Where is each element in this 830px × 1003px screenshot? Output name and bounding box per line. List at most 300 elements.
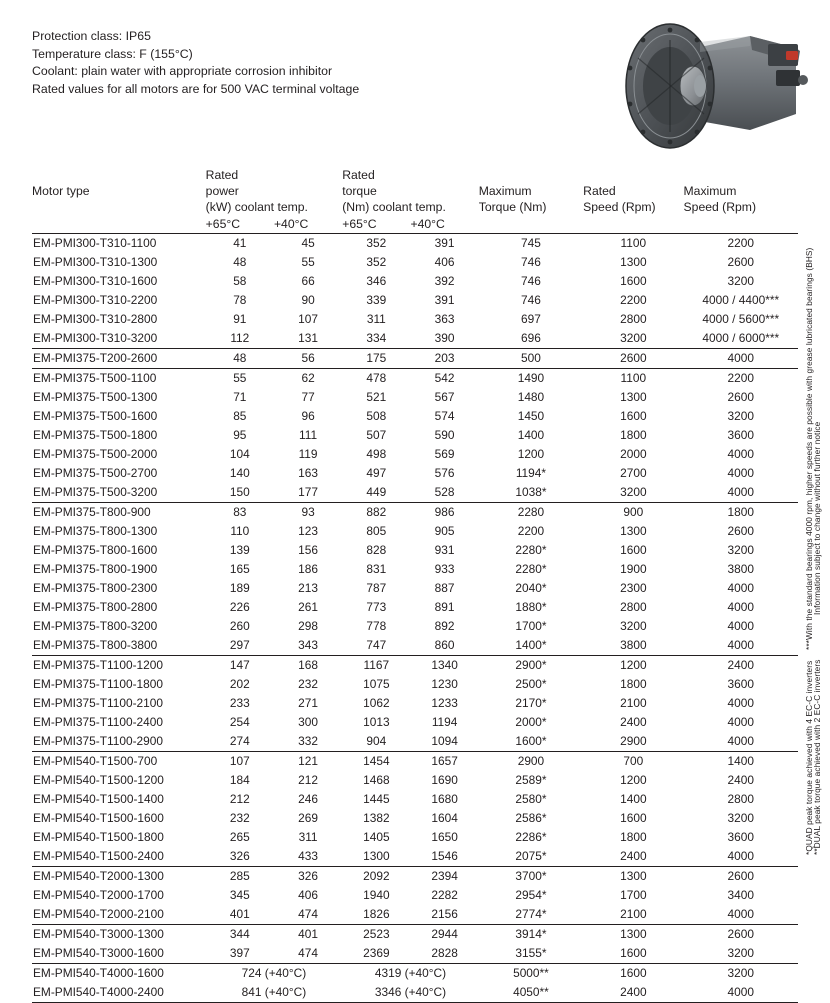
cell-rated-torque-65c: 2369: [363, 946, 390, 960]
cell-rated-power-40c: 111: [299, 428, 318, 442]
cell-motor-type: EM-PMI375-T500-3200: [33, 485, 158, 499]
cell-maximum-speed: 2600: [727, 255, 754, 269]
cell-rated-torque-40c: 892: [434, 619, 455, 633]
cell-rated-speed: 2100: [620, 907, 647, 921]
cell-rated-power-65c: 202: [229, 677, 250, 691]
table-row: [32, 964, 798, 984]
table-row: [32, 867, 798, 887]
cell-rated-power-65c: 78: [233, 293, 247, 307]
cell-rated-power-40c: 261: [298, 600, 318, 614]
cell-rated-power-40c: 156: [298, 543, 318, 557]
header-motor-type: Motor type: [32, 183, 90, 198]
cell-rated-power-65c: 345: [229, 888, 250, 902]
table-row: [32, 905, 798, 925]
cell-rated-torque-40c: 1230: [431, 677, 458, 691]
cell-rated-speed: 1600: [620, 409, 647, 423]
cell-rated-power-65c: 107: [206, 752, 274, 772]
cell-maximum-torque: 2589*: [515, 773, 547, 787]
cell-maximum-speed: 2400: [727, 773, 754, 787]
cell-rated-power-40c: 96: [301, 409, 315, 423]
cell-motor-type: EM-PMI375-T500-2700: [33, 466, 158, 480]
cell-rated-torque-65c: 508: [366, 409, 387, 423]
cell-rated-speed: 1300: [620, 524, 647, 538]
cell-rated-torque-65c: 1826: [363, 907, 390, 921]
cell-maximum-torque: 746: [521, 274, 541, 288]
cell-maximum-torque: 2280*: [515, 543, 547, 557]
cell-rated-speed: 1600: [620, 543, 647, 557]
cell-rated-torque-40c: 2282: [431, 888, 458, 902]
side-note-bearings: ***With the standard bearings 4000 rpm, higher speeds are possible with grease lubricated bearings (BHS): [804, 247, 814, 650]
table-row: [32, 464, 798, 483]
table-row: [32, 886, 798, 905]
cell-rated-power-40c: 298: [298, 619, 318, 633]
cell-rated-torque-40c: 392: [434, 274, 455, 288]
cell-maximum-torque: 3914*: [479, 925, 583, 945]
cell-rated-speed: 1300: [620, 390, 647, 404]
cell-maximum-torque: 4050**: [479, 983, 583, 1003]
cell-motor-type: EM-PMI375-T500-1600: [33, 409, 158, 423]
cell-motor-type: EM-PMI540-T1500-1400: [33, 792, 164, 806]
cell-rated-speed: 1600: [620, 811, 647, 825]
cell-motor-type: EM-PMI375-T200-2600: [32, 349, 206, 369]
cell-maximum-torque: 746: [521, 293, 541, 307]
table-row: [32, 925, 798, 945]
table-row: [32, 407, 798, 426]
cell-maximum-speed: 3200: [684, 964, 798, 984]
cell-rated-torque-40c: 860: [434, 638, 455, 652]
table-row: [32, 617, 798, 636]
cell-maximum-torque: 2200: [517, 524, 545, 538]
cell-rated-torque-65c: 311: [366, 312, 386, 326]
cell-maximum-speed: 3600: [727, 677, 754, 691]
cell-rated-torque-65c: 1382: [363, 811, 390, 825]
cell-rated-power-65c: 110: [230, 524, 250, 538]
cell-maximum-torque: 1450: [517, 409, 545, 423]
cell-rated-speed: 2800: [620, 600, 647, 614]
cell-rated-speed: 2700: [620, 466, 647, 480]
cell-rated-torque-40c: 528: [434, 485, 455, 499]
cell-motor-type: EM-PMI300-T310-2200: [33, 293, 158, 307]
cell-rated-torque-65c: 1075: [363, 677, 390, 691]
cell-maximum-torque: 2280*: [515, 562, 547, 576]
cell-rated-torque-65c: 175: [342, 349, 410, 369]
cell-motor-type: EM-PMI375-T800-1300: [33, 524, 158, 538]
cell-rated-speed: 700: [583, 752, 683, 772]
header-blank-4: [583, 217, 683, 234]
cell-rated-torque-40c: 1546: [431, 849, 458, 863]
table-row: [32, 944, 798, 964]
cell-rated-power-65c: 112: [230, 331, 250, 345]
intro-text-block: [32, 28, 359, 98]
table-row: [32, 522, 798, 541]
side-notes-block: [798, 215, 828, 855]
cell-rated-speed: 1100: [620, 236, 647, 250]
cell-maximum-torque: 2040*: [515, 581, 547, 595]
table-row: [32, 809, 798, 828]
cell-rated-power-65c: 326: [229, 849, 250, 863]
cell-maximum-torque: 1194*: [515, 466, 547, 480]
cell-motor-type: EM-PMI540-T4000-1600: [32, 964, 206, 984]
cell-rated-speed: 1200: [620, 773, 647, 787]
cell-rated-power-65c: 58: [233, 274, 247, 288]
cell-maximum-torque: 696: [521, 331, 541, 345]
cell-rated-torque-65c: 882: [342, 503, 410, 523]
cell-rated-power-40c: 332: [298, 734, 318, 748]
cell-rated-power-40c: 433: [298, 849, 318, 863]
cell-rated-speed: 2600: [583, 349, 683, 369]
table-row: [32, 656, 798, 676]
cell-motor-type: EM-PMI300-T310-3200: [33, 331, 158, 345]
header-rated-power-line1: Rated power: [205, 168, 239, 198]
cell-rated-power-40c: 121: [274, 752, 342, 772]
cell-maximum-torque: 745: [521, 236, 541, 250]
cell-rated-torque-40c: 1233: [431, 696, 458, 710]
cell-rated-torque-65c: 339: [366, 293, 387, 307]
cell-maximum-torque: 2900*: [479, 656, 583, 676]
cell-rated-torque-40c: 2394: [410, 867, 478, 887]
table-row: [32, 234, 798, 254]
cell-rated-speed: 3200: [620, 485, 647, 499]
header-torque-40c: +40°C: [410, 217, 478, 234]
cell-rated-torque-65c: 1167: [342, 656, 410, 676]
cell-rated-torque-65c: 352: [366, 255, 387, 269]
cell-maximum-speed: 2600: [727, 390, 754, 404]
header-rated-torque-line2: (Nm) coolant temp.: [342, 200, 446, 214]
header-row-units: [32, 200, 798, 217]
cell-rated-power-40c: 163: [298, 466, 318, 480]
cell-rated-speed: 2200: [620, 293, 647, 307]
header-row-temps: [32, 217, 798, 234]
intro-line-coolant: Coolant: plain water with appropriate corrosion inhibitor: [32, 64, 333, 78]
table-row: [32, 636, 798, 656]
cell-maximum-speed: 3200: [727, 409, 754, 423]
cell-rated-torque-40c: 574: [434, 409, 455, 423]
cell-maximum-torque: 1038*: [515, 485, 547, 499]
cell-rated-power-40c: 123: [298, 524, 318, 538]
cell-rated-power-65c: 91: [233, 312, 247, 326]
cell-maximum-torque: 2586*: [515, 811, 547, 825]
cell-maximum-torque: 2774*: [515, 907, 547, 921]
cell-rated-power-65c: 397: [229, 946, 250, 960]
header-rated-power-line2: (kW) coolant temp.: [205, 200, 308, 214]
header-rated-power-spacer: [274, 168, 342, 200]
cell-rated-power-40c: 326: [274, 867, 342, 887]
cell-rated-power-65c: 260: [229, 619, 250, 633]
cell-rated-torque-65c: 1405: [363, 830, 390, 844]
cell-rated-torque-40c: 1650: [431, 830, 458, 844]
table-row: [32, 483, 798, 503]
cell-motor-type: EM-PMI375-T800-1600: [33, 543, 158, 557]
cell-motor-type: EM-PMI300-T310-1600: [33, 274, 158, 288]
cell-rated-power-40c: 401: [274, 925, 342, 945]
cell-rated-power-40c: 186: [298, 562, 318, 576]
cell-rated-torque-65c: 778: [366, 619, 387, 633]
cell-rated-torque-65c: 904: [366, 734, 387, 748]
cell-rated-torque-65c: 787: [366, 581, 387, 595]
cell-maximum-speed: 2200: [684, 369, 798, 389]
header-row-titles: [32, 168, 798, 200]
cell-maximum-torque: 2280: [479, 503, 583, 523]
cell-motor-type: EM-PMI375-T1100-1200: [32, 656, 206, 676]
table-row: [32, 272, 798, 291]
cell-rated-power-65c: 297: [229, 638, 250, 652]
cell-motor-type: EM-PMI375-T800-3800: [33, 638, 158, 652]
cell-motor-type: EM-PMI300-T310-2800: [33, 312, 158, 326]
table-row: [32, 828, 798, 847]
cell-rated-power-65c: 184: [229, 773, 250, 787]
cell-rated-power-65c: 189: [229, 581, 250, 595]
cell-rated-speed: 2300: [620, 581, 647, 595]
cell-maximum-torque: 2000*: [515, 715, 547, 729]
side-note-information-subject: Information subject to change without further notice: [812, 421, 822, 615]
cell-maximum-torque: 1600*: [515, 734, 547, 748]
cell-rated-torque-40c: 905: [434, 524, 455, 538]
table-row: [32, 503, 798, 523]
cell-rated-torque-40c: 887: [434, 581, 455, 595]
cell-maximum-speed: 2800: [727, 792, 754, 806]
cell-rated-torque-65c: 521: [366, 390, 387, 404]
cell-rated-power-40c: 232: [298, 677, 318, 691]
cell-rated-torque-65c: 346: [366, 274, 387, 288]
header-power-40c: +40°C: [274, 217, 342, 234]
cell-rated-speed: 1100: [583, 369, 683, 389]
cell-rated-power-40c: 213: [298, 581, 318, 595]
cell-rated-torque-65c: 747: [366, 638, 387, 652]
table-row: [32, 426, 798, 445]
cell-rated-speed: 3200: [620, 619, 647, 633]
cell-rated-torque-65c: 478: [342, 369, 410, 389]
cell-motor-type: EM-PMI540-T2000-1300: [32, 867, 206, 887]
cell-motor-type: EM-PMI540-T3000-1300: [32, 925, 206, 945]
cell-motor-type: EM-PMI375-T1100-2900: [33, 734, 163, 748]
cell-rated-power-40c: 45: [301, 236, 315, 250]
cell-maximum-speed: 4000: [727, 447, 754, 461]
cell-rated-power-65c: 147: [206, 656, 274, 676]
cell-maximum-torque: 2580*: [515, 792, 547, 806]
cell-rated-speed: 1400: [620, 792, 647, 806]
cell-rated-power-40c: 343: [298, 638, 318, 652]
cell-maximum-torque: 1700*: [515, 619, 547, 633]
cell-motor-type: EM-PMI375-T500-2000: [33, 447, 158, 461]
cell-maximum-speed: 4000: [727, 849, 754, 863]
cell-rated-torque-40c: 2828: [431, 946, 458, 960]
cell-maximum-torque: 3700*: [479, 867, 583, 887]
cell-rated-power-65c: 83: [206, 503, 274, 523]
cell-rated-speed: 1300: [583, 925, 683, 945]
cell-maximum-speed: 1400: [684, 752, 798, 772]
cell-maximum-torque: 2500*: [515, 677, 547, 691]
cell-rated-power-40c: 62: [274, 369, 342, 389]
cell-rated-power-40c: 269: [298, 811, 318, 825]
cell-rated-power-65c: 150: [229, 485, 250, 499]
table-row: [32, 388, 798, 407]
cell-rated-speed: 1600: [620, 274, 647, 288]
cell-rated-speed: 1800: [620, 830, 647, 844]
cell-rated-power-40c: 177: [298, 485, 318, 499]
intro-line-temperature-class: Temperature class: F (155°C): [32, 46, 193, 61]
cell-motor-type: EM-PMI375-T800-3200: [33, 619, 158, 633]
cell-rated-speed: 1300: [620, 255, 647, 269]
cell-rated-power-40c: 56: [274, 349, 342, 369]
header-torque-65c: +65°C: [342, 217, 410, 234]
header-rated-speed-line2: Speed (Rpm): [583, 200, 656, 214]
cell-maximum-torque: 3155*: [515, 946, 547, 960]
cell-maximum-torque: 2170*: [515, 696, 547, 710]
cell-rated-torque-65c: 334: [366, 331, 387, 345]
cell-rated-speed: 2400: [583, 983, 683, 1003]
cell-maximum-speed: 4000: [727, 581, 754, 595]
cell-maximum-speed: 4000: [684, 983, 798, 1003]
cell-rated-speed: 1900: [620, 562, 647, 576]
cell-rated-torque-40c: 1340: [410, 656, 478, 676]
cell-rated-torque-65c: 1445: [363, 792, 390, 806]
cell-rated-power-65c: 165: [229, 562, 250, 576]
table-body: [32, 234, 798, 1003]
cell-motor-type: EM-PMI540-T1500-700: [32, 752, 206, 772]
cell-rated-torque-40c: 391: [434, 293, 455, 307]
cell-motor-type: EM-PMI540-T2000-1700: [33, 888, 164, 902]
cell-motor-type: EM-PMI300-T310-1100: [33, 236, 157, 250]
cell-rated-speed: 2900: [620, 734, 647, 748]
cell-rated-power-40c: 406: [298, 888, 318, 902]
cell-rated-power-40c: 66: [301, 274, 315, 288]
cell-maximum-speed: 4000: [727, 696, 754, 710]
cell-rated-speed: 1800: [620, 428, 647, 442]
cell-motor-type: EM-PMI540-T1500-1200: [33, 773, 164, 787]
table-row: [32, 847, 798, 867]
table-row: [32, 713, 798, 732]
cell-maximum-speed: 2600: [684, 925, 798, 945]
cell-rated-speed: 3200: [620, 331, 647, 345]
cell-rated-power-40c: 246: [298, 792, 318, 806]
cell-rated-torque-40c: 2156: [431, 907, 458, 921]
cell-rated-power-65c: 41: [233, 236, 247, 250]
header-max-speed-line1: Maximum: [683, 183, 737, 198]
electric-motor-photo: [600, 18, 815, 158]
cell-rated-power-65c: 140: [229, 466, 250, 480]
cell-rated-torque-40c: 590: [434, 428, 455, 442]
table-head: [32, 168, 798, 234]
cell-rated-speed: 2000: [620, 447, 647, 461]
cell-rated-speed: 1600: [620, 946, 647, 960]
header-rated-torque-spacer: [410, 168, 478, 200]
cell-rated-torque-40c: 1680: [431, 792, 458, 806]
cell-maximum-torque: 746: [521, 255, 541, 269]
cell-maximum-speed: 3800: [727, 562, 754, 576]
cell-rated-torque-40c: 203: [410, 349, 478, 369]
cell-rated-torque-65c: 497: [366, 466, 387, 480]
cell-maximum-torque: 2075*: [515, 849, 547, 863]
cell-rated-torque-65c: 1454: [342, 752, 410, 772]
table-row: [32, 310, 798, 329]
cell-maximum-speed: 2600: [727, 524, 754, 538]
cell-rated-speed: 3800: [620, 638, 647, 652]
cell-maximum-torque: 2900: [479, 752, 583, 772]
cell-rated-torque-65c: 352: [366, 236, 387, 250]
table-row: [32, 790, 798, 809]
cell-rated-torque-65c: 507: [366, 428, 387, 442]
cell-rated-power-40c: 474: [298, 907, 318, 921]
cell-rated-power: 724 (+40°C): [206, 964, 343, 984]
table-row: [32, 694, 798, 713]
cell-rated-speed: 2800: [620, 312, 647, 326]
cell-maximum-speed: 4000: [727, 600, 754, 614]
cell-maximum-speed: 3200: [727, 946, 754, 960]
cell-rated-power-40c: 311: [298, 830, 318, 844]
cell-rated-speed: 2400: [620, 849, 647, 863]
cell-maximum-speed: 4000: [727, 715, 754, 729]
cell-rated-torque-40c: 931: [434, 543, 455, 557]
header-rated-speed-line1: Rated: [583, 183, 616, 198]
cell-rated-power-65c: 274: [229, 734, 250, 748]
cell-maximum-speed: 4000: [727, 466, 754, 480]
cell-rated-torque-40c: 1094: [431, 734, 458, 748]
cell-rated-speed: 2400: [620, 715, 647, 729]
cell-rated-power-65c: 401: [229, 907, 250, 921]
cell-maximum-torque: 1400*: [515, 638, 547, 652]
table-row: [32, 983, 798, 1003]
cell-maximum-speed: 4000: [727, 485, 754, 499]
cell-rated-torque-65c: 1013: [363, 715, 390, 729]
cell-rated-torque-65c: 449: [366, 485, 387, 499]
cell-rated-torque: 4319 (+40°C): [342, 964, 479, 984]
header-blank-2: [32, 217, 206, 234]
header-rated-torque-line1: Rated torque: [342, 168, 377, 198]
table-row: [32, 771, 798, 790]
header-blank-1: [32, 200, 206, 217]
cell-maximum-torque: 5000**: [479, 964, 583, 984]
cell-rated-torque-40c: 2944: [410, 925, 478, 945]
cell-motor-type: EM-PMI540-T3000-1600: [33, 946, 164, 960]
cell-rated-torque-65c: 1468: [363, 773, 390, 787]
cell-rated-power-40c: 474: [298, 946, 318, 960]
cell-maximum-speed: 3600: [727, 830, 754, 844]
cell-rated-power-40c: 90: [301, 293, 315, 307]
cell-rated-power-65c: 212: [229, 792, 250, 806]
cell-maximum-speed: 4000 / 6000***: [702, 331, 780, 345]
header-max-torque-line1: Maximum: [478, 183, 532, 198]
cell-motor-type: EM-PMI375-T800-2300: [33, 581, 158, 595]
cell-rated-power-65c: 265: [229, 830, 250, 844]
cell-rated-torque-40c: 986: [410, 503, 478, 523]
cell-rated-power-40c: 212: [298, 773, 318, 787]
cell-maximum-speed: 4000 / 4400***: [702, 293, 780, 307]
cell-maximum-speed: 4000: [727, 619, 754, 633]
cell-rated-speed: 2100: [620, 696, 647, 710]
cell-maximum-torque: 1400: [517, 428, 545, 442]
cell-rated-speed: 1300: [583, 867, 683, 887]
cell-maximum-torque: 2954*: [515, 888, 547, 902]
cell-rated-power-40c: 77: [301, 390, 315, 404]
table-row: [32, 598, 798, 617]
cell-rated-speed: 900: [583, 503, 683, 523]
cell-rated-torque-40c: 933: [434, 562, 455, 576]
cell-maximum-speed: 1800: [684, 503, 798, 523]
table-row: [32, 579, 798, 598]
cell-rated-torque-65c: 2523: [342, 925, 410, 945]
cell-rated-power-65c: 139: [229, 543, 250, 557]
cell-maximum-torque: 1480: [517, 390, 545, 404]
table-row: [32, 752, 798, 772]
cell-motor-type: EM-PMI540-T1500-1600: [33, 811, 164, 825]
cell-motor-type: EM-PMI375-T800-1900: [33, 562, 158, 576]
cell-maximum-speed: 4000 / 5600***: [702, 312, 780, 326]
cell-maximum-torque: 500: [479, 349, 583, 369]
cell-rated-power-40c: 300: [298, 715, 318, 729]
cell-rated-speed: 1800: [620, 677, 647, 691]
cell-rated-torque-65c: 2092: [342, 867, 410, 887]
cell-maximum-speed: 4000: [727, 638, 754, 652]
